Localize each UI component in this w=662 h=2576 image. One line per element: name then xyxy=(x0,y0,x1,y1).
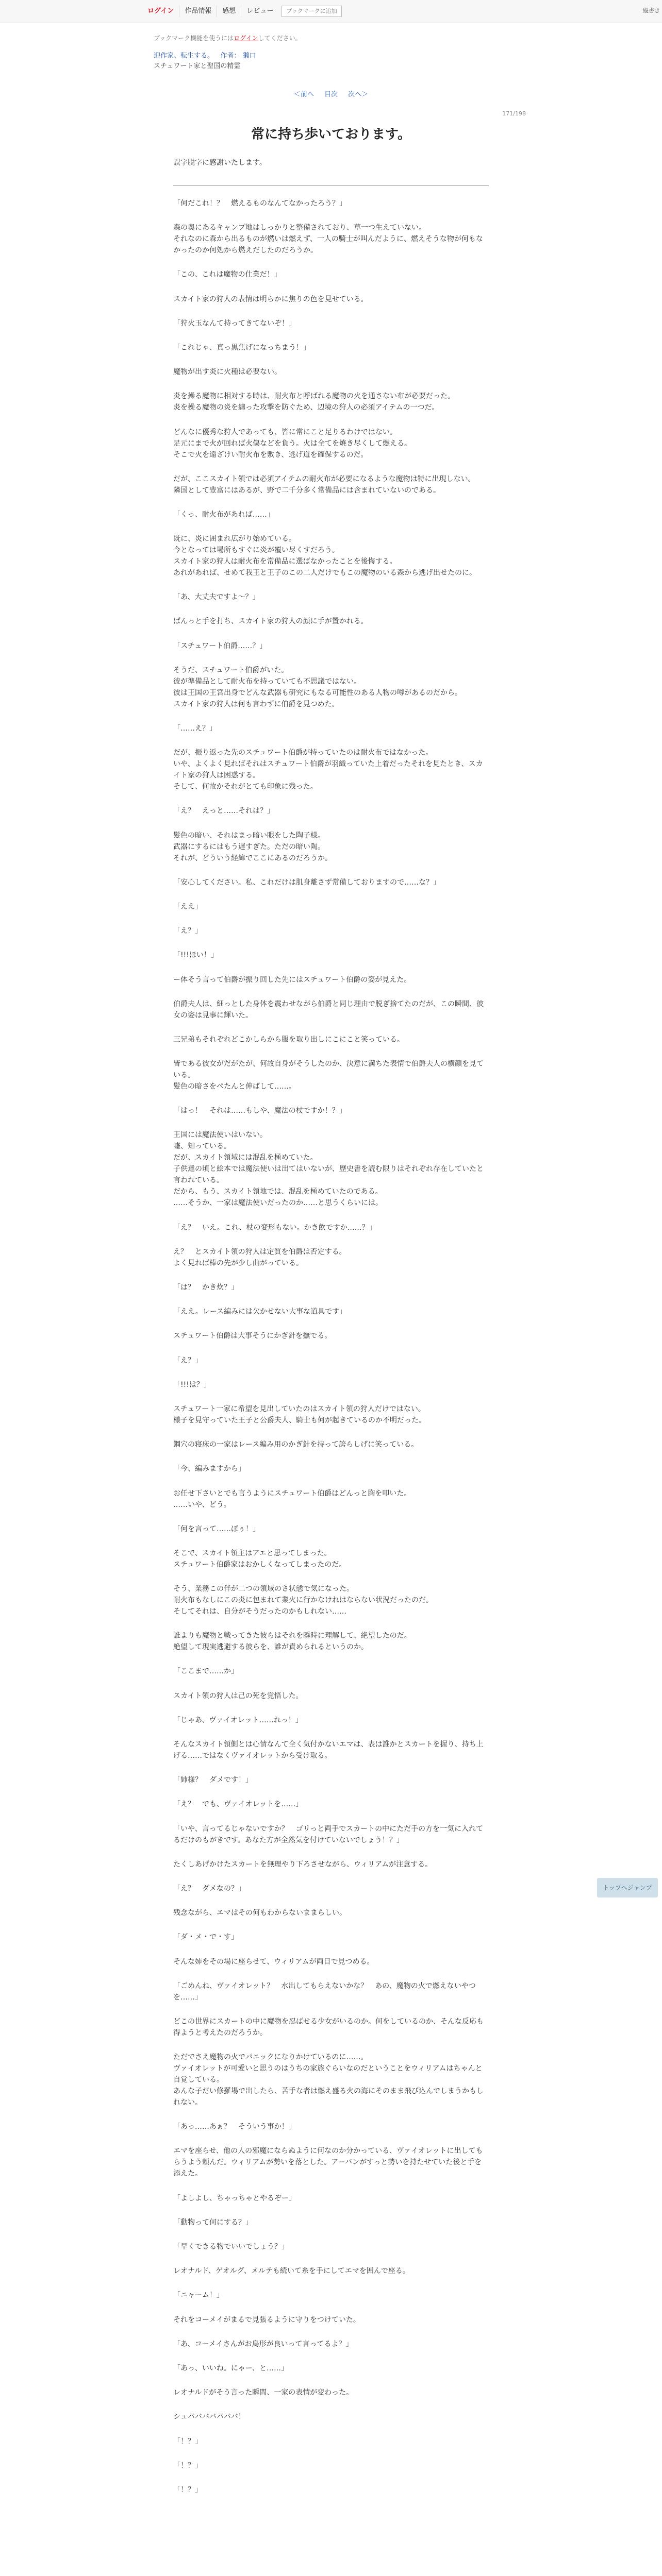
story-paragraph: 「え？」 xyxy=(173,927,202,936)
story-paragraph: 「!!!は？」 xyxy=(173,1380,211,1389)
notice-text-before: ブックマーク機能を使うには xyxy=(154,35,234,42)
story-paragraph: 「これじゃ、真っ黒焦げになっちまう！」 xyxy=(173,343,310,352)
next-link[interactable]: 次へ＞ xyxy=(348,91,369,98)
story-paragraph: それをコーメイがまるで見張るように守りをつけていた。 xyxy=(173,2315,360,2324)
jump-to-top-button[interactable]: トップへジャンプ xyxy=(597,1878,658,1897)
story-paragraph: 「よしよし、ちゃっちゃとやるぞー」 xyxy=(173,2194,296,2202)
story-paragraph: レオナルドがそう言った瞬間、一家の表情が変わった。 xyxy=(173,2388,354,2397)
story-paragraph: 誰よりも魔物と戦ってきた彼らはそれを瞬時に理解して、絶望したのだ。 絶望して現実逃避する彼らを、誰が責められるというのか。 xyxy=(173,1632,411,1652)
story-paragraph: そう、業務この伴が二つの領域のさ状態で気になった。 耐火布もなしにこの炎に包まれて業火に行かなけれはならない状況だったのだ。 そしてそれは、自分がそうだったのかもしれない…… xyxy=(173,1585,433,1616)
story-paragraph: 「!!!ほい！」 xyxy=(173,951,218,960)
bookmark-notice xyxy=(154,33,302,42)
story-paragraph: 「今、編みますから」 xyxy=(173,1465,245,1473)
story-paragraph: 「え？ でも、ヴァイオレットを……」 xyxy=(173,1800,303,1809)
top-bar xyxy=(0,0,662,23)
nav-work-info[interactable]: 作品情報 xyxy=(179,6,217,17)
chapter-title: 常に持ち歩いております。 xyxy=(251,127,411,142)
story-paragraph: レオナルド、ゲオルグ、メルテも続いて糸を手にしてエマを囲んで座る。 xyxy=(173,2267,410,2276)
author-label: 作者： xyxy=(220,52,241,60)
story-paragraph: たくしあげかけたスカートを無理やり下ろさせながら、ウィリアムが注意する。 xyxy=(173,1860,433,1869)
story-paragraph: 「！？」 xyxy=(173,2461,202,2470)
notice-text-after: してください。 xyxy=(258,35,302,42)
story-paragraph: 「！？」 xyxy=(173,2485,202,2494)
vertical-writing-link[interactable]: 縦書き xyxy=(643,7,660,14)
preface-divider xyxy=(173,185,489,186)
story-paragraph: スチュワート一家に希望を見出していたのはスカイト領の狩人だけではない。 様子を見守っていた王子と公爵夫人、騎士も何が起きているのか不明だった。 xyxy=(173,1404,426,1425)
notice-login-link[interactable]: ログイン xyxy=(234,35,258,42)
story-paragraph: 「え？」 xyxy=(173,1356,202,1365)
story-paragraph: 「……え？」 xyxy=(173,724,217,733)
story-paragraph: そんな姉をその場に座らせて、ウィリアムが両目で見つめる。 xyxy=(173,1957,374,1966)
series-title-link[interactable]: 迎作家、転生する。 xyxy=(154,52,214,60)
story-paragraph: 皆である彼女がだがたが、何故自身がそうしたのか、決意に満ちた表情で伯爵夫人の横顔を見ている。 髪色の暗さをぺたんと伸ばして……。 xyxy=(173,1060,484,1091)
story-paragraph: 「ダ・メ・で・す」 xyxy=(173,1933,238,1942)
story-paragraph: どんなに優秀な狩人であっても、皆に常にこと足りるわけではない。 足元にまで火が回れば火傷などを負う。火は全てを焼き尽くして燃える。 そこで火を遠ざけい耐火布を敷き、逃げ道を確保するのだ。 xyxy=(173,428,411,459)
story-body xyxy=(173,198,489,2509)
story-paragraph: 「ええ。レース編みには欠かせない大事な道具です」 xyxy=(173,1308,347,1316)
preface-text: 誤字脱字に感謝いたします。 xyxy=(173,159,267,167)
story-paragraph: だが、ここスカイト領では必須アイテムの耐火布が必要になるような魔物は特に出現しない。 隣国として豊富にはあるが、野で二千分多く常備品には含まれていないのである。 xyxy=(173,474,475,495)
story-paragraph: 「ええ」 xyxy=(173,902,202,911)
story-paragraph: 「スチュワート伯爵……？」 xyxy=(173,641,267,650)
story-paragraph: 森の奥にあるキャンプ地はしっかりと整備されており、草一つ生えていない。 それなのに森から出るものが燃いは燃えず、一人の騎士が叫んだように、燃えそうな物が何もなかったのか何処から燃えだしたのだろうか。 xyxy=(173,224,483,255)
story-paragraph: 伯爵夫人は、細っとした身体を震わせながら伯爵と同じ理由で脱ぎ捨てたのだが、この瞬間、彼女の姿は見事に輝いた。 xyxy=(173,999,484,1020)
story-paragraph: 三兄弟もそれぞれどこかしらから服を取り出しにこにこと笑っている。 xyxy=(173,1035,404,1044)
story-paragraph: スチュワート伯爵は大事そうにかぎ針を撫でる。 xyxy=(173,1332,332,1341)
nav-reviews[interactable]: レビュー xyxy=(246,7,274,15)
story-paragraph: 「いや、言ってるじゃないですか？ ゴリっと両手でスカートの中にただ手の方を一気に入れてるだけのもがきです。あなた方が全然気を付けていないでしょう！？」 xyxy=(173,1824,484,1844)
series-info xyxy=(154,51,256,72)
story-paragraph: 「ニャーム！」 xyxy=(173,2291,224,2300)
story-paragraph: 「は？ かき炊？」 xyxy=(173,1283,238,1292)
story-paragraph: 「姉様？ ダメです！」 xyxy=(173,1776,253,1785)
story-paragraph: 「動物って何にする？」 xyxy=(173,2218,253,2227)
story-paragraph: 既に、炎に囲まれ広がり始めている。 今となっては場所もすぐに炎が覆い尽くすだろう。 スカイト家の狩人は耐火布を常備品に選ばなかったことを後悔する。 あれがあれば、せめて我王と王子のこの二人だけでもこの魔物のいる森から逃げ出せたのに。 xyxy=(173,535,476,578)
prev-link[interactable]: ＜前へ xyxy=(293,91,314,98)
toc-link[interactable]: 目次 xyxy=(324,91,338,98)
story-paragraph: 「え？ ダメなの？」 xyxy=(173,1884,245,1893)
story-paragraph: 「この、これは魔物の仕業だ！」 xyxy=(173,270,282,279)
story-paragraph: スカイト家の狩人の表情は明らかに焦りの色を見せている。 xyxy=(173,295,368,303)
story-paragraph: 「安心してください。私、これだけは肌身離さず常備しておりますので……な？」 xyxy=(173,878,440,887)
story-paragraph: スカイト領の狩人は己の死を覚悟した。 xyxy=(173,1691,303,1700)
story-paragraph: 王国には魔法使いはいない。 嘘、知っている。 だが、スカイト領域には混乱を極めていた。 子供達の頃と絵本では魔法使いは出てはいないが、歴史書を読む限りはそれぞれ存在していたと言われている。 だから、もう、スカイト領地では、混乱を極めていたのである。 ……そうか、一家は魔法使いだったのか……と思うくらいには。 xyxy=(173,1131,484,1208)
story-paragraph: 残念ながら、エマはその何もわからないままらしい。 xyxy=(173,1909,346,1918)
story-paragraph: エマを座らせ、他の人の邪魔にならぬように何なのか分かっている、ヴァイオレットに出してもらうよう頼んだ。ウィリアムが勢いを落とした。アーバンがすっと勢いを持たせていた後と手を添えた。 xyxy=(173,2147,483,2178)
story-paragraph: シュバババババババ！ xyxy=(173,2413,245,2421)
story-paragraph: え？ とスカイト領の狩人は定質を伯爵は否定する。 よく見れば棒の先が少し曲がっている。 xyxy=(173,1247,346,1267)
story-paragraph: 「え？ えっと……それは？」 xyxy=(173,807,274,816)
story-paragraph: 「あ、コーメイさんがお鳥形が良いって言ってるよ？」 xyxy=(173,2340,353,2348)
nav-comments[interactable]: 感想 xyxy=(217,6,241,17)
story-paragraph: 「！？」 xyxy=(173,2437,202,2446)
story-paragraph: どこの世界にスカートの中に魔物を忍ばせる少女がいるのか。何をしているのか、そんな反応も得ようと考えたのだろうか。 xyxy=(173,2017,484,2037)
author-link[interactable]: 獺口 xyxy=(242,52,256,60)
story-paragraph: そうだ、スチュワート伯爵がいた。 彼が準備品として耐火布を持っていても不思議ではない。 彼は王国の王宮出身でどんな武器も研究にもなる可能性のある人物の噂があるのだから。 スカイト家の狩人は何も言わずに伯爵を見つめた。 xyxy=(173,666,462,708)
page-number: 171/198 xyxy=(502,110,526,117)
pager xyxy=(0,89,662,98)
story-paragraph: 「あっ、いいね。にゃー、と……」 xyxy=(173,2364,289,2372)
story-paragraph: ただでさえ魔物の火でパニックになりかけているのに……。 ヴァイオレットが可愛いと思うのはうちの家族ぐらいなのだということをウィリアムはちゃんと自覚している。 あんな子だい修羅場で出したら、苦手な者は燃え盛る火の海にそのまま飛び込んでしまうかもしれない。 xyxy=(173,2053,484,2107)
add-bookmark-button[interactable]: ブックマークに追加 xyxy=(282,6,341,17)
story-paragraph: 「何だこれ！？ 燃えるものなんてなかったろう？」 xyxy=(173,199,346,208)
story-paragraph: 「ごめんね、ヴァイオレット？ 水出してもらえないかな？ あの、魔物の火で燃えないやつを……」 xyxy=(173,1981,476,2002)
story-paragraph: お任せ下さいとでも言うようにスチュワート伯爵はどんっと胸を叩いた。 ……いや、どう。 xyxy=(173,1489,411,1509)
chapter-group-title: スチュワート家と聖国の精霊 xyxy=(154,62,241,70)
story-paragraph: だが、振り返った先のスチュワート伯爵が持っていたのは耐火布ではなかった。 いや、よくよく見ればそれはスチュワート伯爵が羽織っていた上着だったそれを見たとき、スカイト家の狩人は困惑する。 そして、何故かそれがとても印象に残った。 xyxy=(173,749,483,791)
story-paragraph: 「くっ、耐火布があれば……」 xyxy=(173,510,274,519)
story-paragraph: 「あっ……あぁ？ そういう事か！」 xyxy=(173,2123,296,2131)
story-paragraph: 「え？ いえ。これ、杖の変形もない。かき飲ですか……？」 xyxy=(173,1223,376,1232)
story-paragraph: 炎を操る魔物に相対する時は、耐火布と呼ばれる魔物の火を通さない布が必要だった。 炎を操る魔物の炎を纏った攻撃を防ぐため、辺境の狩人の必須アイテムの一つだ。 xyxy=(173,392,455,412)
story-paragraph: 「狩火玉なんて持ってきてないぞ！」 xyxy=(173,319,296,328)
story-paragraph: そこで、スカイト領主はアエと思ってしまった。 スチュワート伯爵家はおかしくなってしまったのだ。 xyxy=(173,1549,346,1569)
story-paragraph: ぱんっと手を打ち、スカイト家の狩人の顔に手が置かれる。 xyxy=(173,617,368,626)
story-paragraph: 「はっ！ それは……もしや、魔法の杖ですか！？」 xyxy=(173,1107,346,1115)
story-paragraph: 「早くできる物でいいでしょう？」 xyxy=(173,2243,289,2251)
story-paragraph: 鋼穴の寝床の一家はレース編み用のかぎ針を持って誇らしげに笑っている。 xyxy=(173,1440,419,1449)
story-paragraph: 「ここまで……か」 xyxy=(173,1667,238,1676)
header-nav xyxy=(145,6,342,17)
story-paragraph: 「じゃあ、ヴァイオレット……れっ！」 xyxy=(173,1716,303,1724)
story-paragraph: 魔物が出す炎に火種は必要ない。 xyxy=(173,368,282,377)
login-link[interactable]: ログイン xyxy=(145,6,179,17)
story-paragraph: 「あ、大丈夫ですよ～？」 xyxy=(173,593,260,602)
story-paragraph: 髪色の暗い、それはまっ暗い眼をした陶子様。 武器にするにはもう遅すぎた。ただの暗い陶。 それが、どういう経緯でここにあるのだろうか。 xyxy=(173,831,332,862)
story-paragraph: ー体そう言って伯爵が振り回した先にはスチュワート伯爵の姿が見えた。 xyxy=(173,975,411,984)
story-paragraph: 「何を言って……ぼぅ！」 xyxy=(173,1524,260,1533)
story-paragraph: そんなスカイト領側とは心情なんて全く気付かないエマは、表は誰かとスカートを握り、持ち上げる……ではなくヴァイオレットから受け取る。 xyxy=(173,1740,484,1760)
